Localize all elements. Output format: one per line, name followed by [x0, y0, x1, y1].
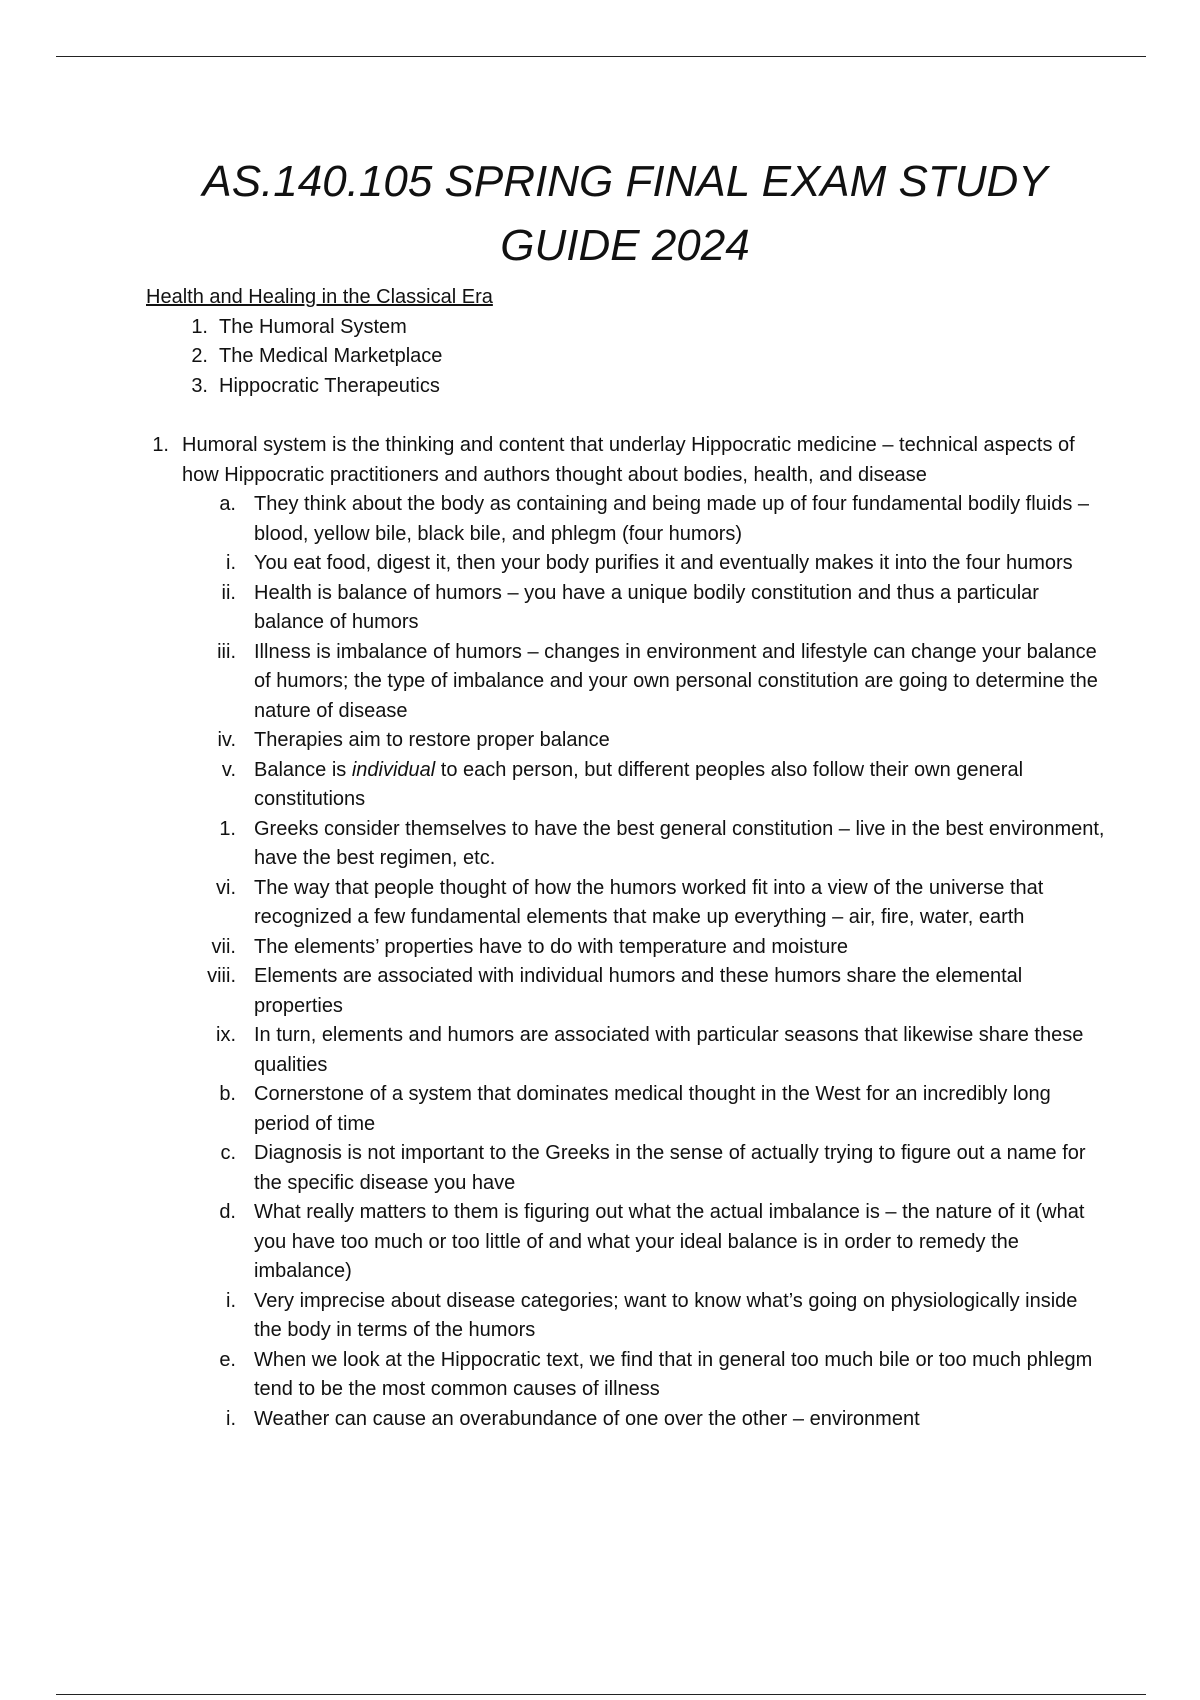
topic-list	[146, 313, 1106, 402]
outline-roman-list	[226, 1405, 1106, 1435]
list-item: 1. Greeks consider themselves to have the best general constitution – live in the best environment, have the best regimen, etc.	[219, 817, 1105, 869]
section-heading: Health and Healing in the Classical Era	[146, 286, 493, 308]
document-body	[146, 283, 1106, 1434]
outline-item-d: d. What really matters to them is figuring out what the actual imbalance is – the nature of it (what you have too much or too little of and what your ideal balance is in order to remedy the imbalance) i. Very imprecise about disease categories; want to know what’s going on physiologically inside the body in terms of the humors	[146, 1198, 1106, 1346]
outline	[146, 431, 1106, 1434]
outline-item-e: e. When we look at the Hippocratic text, we find that in general too much bile or too much phlegm tend to be the most common causes of illness i. Weather can cause an overabundance of one over the other – environment	[146, 1346, 1106, 1435]
list-item: iv. Therapies aim to restore proper balance	[217, 729, 610, 751]
topic-item: 3. Hippocratic Therapeutics	[191, 374, 440, 397]
list-item: iii. Illness is imbalance of humors – changes in environment and lifestyle can change your balance of humors; the type of imbalance and your own personal constitution are going to determine the nature of disease	[217, 640, 1098, 722]
outline-sublist	[182, 490, 1106, 1434]
list-item: viii. Elements are associated with individual humors and these humors share the elemental properties	[207, 965, 1023, 1017]
top-rule	[56, 56, 1146, 57]
list-item: i. Very imprecise about disease categories; want to know what’s going on physiologically inside the body in terms of the humors	[226, 1289, 1078, 1341]
bottom-rule	[56, 1694, 1146, 1695]
topic-item: 2. The Medical Marketplace	[191, 345, 443, 367]
list-item: vi. The way that people thought of how the humors worked fit into a view of the universe that recognized a few fundamental elements that make up everything – air, fire, water, earth	[216, 876, 1044, 928]
list-item: i. You eat food, digest it, then your body purifies it and eventually makes it into the four humors	[226, 552, 1073, 574]
list-item: i. Weather can cause an overabundance of one over the other – environment	[226, 1407, 920, 1430]
outline-roman-list	[226, 1287, 1106, 1346]
outline-nested-list	[219, 815, 1106, 874]
outline-item-1: 1. Humoral system is the thinking and content that underlay Hippocratic medicine – technical aspects of how Hippocratic practitioners and authors thought about bodies, health, and disease a. They think about the body as containing and being made up of four fundamental bodily fluids – blood, yellow bile, black bile, and phlegm (four humors) i. You eat food, digest it, then your body purifies it and eventually makes it into the four humors ii. Health is balance of humors – you have a unique bodily constitution and thus a particular balance of humors iii. Illness is imbalance of humors – changes in environment and lifestyle can change your balance of humors; the type of imbalance and your own personal constitution are going to determine the nature of disease iv. Therapies aim to restore proper balance v. Balance is individual to each person, but different peoples also follow their own general constitutions 1. Greeks consider themselves to have the best general constitution – live in the best environment, have the best regimen, etc. vi. The way that people thought of how the humors worked fit into a view of the universe that recognized a few fundamental elements that make up everything – air, fire, water, earth vii. The elements’ properties have to do with temperature and moisture viii. Elements are associated with individual humors and these humors share the elemental properties ix. In turn, elements and humors are associated with particular seasons that likewise share these qualities b. Cornerstone of a system that dominates medical thought in the West for an incredibly long period of time c. Diagnosis is not important to the Greeks in the sense of actually trying to figure out a name for the specific disease you have d. What really matters to them is figuring out what the actual imbalance is – the nature of it (what you have too much or too little of and what your ideal balance is in order to remedy the imbalance) i. Very imprecise about disease categories; want to know what’s going on physiologically inside the body in terms of the humors e. When we look at the Hippocratic text, we find that in general too much bile or too much phlegm tend to be the most common causes of illness i. Weather can cause an overabundance of one over the other – environment	[146, 431, 1106, 1434]
title-line-2: GUIDE 2024	[500, 221, 750, 270]
outline-item-b: b. Cornerstone of a system that dominates medical thought in the West for an incredibly long period of time	[219, 1083, 1051, 1135]
outline-item-c: c. Diagnosis is not important to the Greeks in the sense of actually trying to figure out a name for the specific disease you have	[220, 1142, 1086, 1194]
topic-item: 1. The Humoral System	[191, 315, 407, 338]
list-item: ix. In turn, elements and humors are associated with particular seasons that likewise share these qualities	[216, 1024, 1084, 1076]
list-item: v. Balance is individual to each person, but different peoples also follow their own general constitutions 1. Greeks consider themselves to have the best general constitution – live in the best environment, have the best regimen, etc.	[182, 756, 1106, 874]
outline-item-a: a. They think about the body as containing and being made up of four fundamental bodily fluids – blood, yellow bile, black bile, and phlegm (four humors) i. You eat food, digest it, then your body purifies it and eventually makes it into the four humors ii. Health is balance of humors – you have a unique bodily constitution and thus a particular balance of humors iii. Illness is imbalance of humors – changes in environment and lifestyle can change your balance of humors; the type of imbalance and your own personal constitution are going to determine the nature of disease iv. Therapies aim to restore proper balance v. Balance is individual to each person, but different peoples also follow their own general constitutions 1. Greeks consider themselves to have the best general constitution – live in the best environment, have the best regimen, etc. vi. The way that people thought of how the humors worked fit into a view of the universe that recognized a few fundamental elements that make up everything – air, fire, water, earth vii. The elements’ properties have to do with temperature and moisture viii. Elements are associated with individual humors and these humors share the elemental properties ix. In turn, elements and humors are associated with particular seasons that likewise share these qualities	[146, 490, 1106, 1080]
title-line-1: AS.140.105 SPRING FINAL EXAM STUDY	[202, 157, 1048, 206]
list-item: ii. Health is balance of humors – you have a unique bodily constitution and thus a particular balance of humors	[221, 581, 1039, 633]
list-item: vii. The elements’ properties have to do with temperature and moisture	[211, 935, 849, 958]
document-title	[100, 150, 1150, 278]
